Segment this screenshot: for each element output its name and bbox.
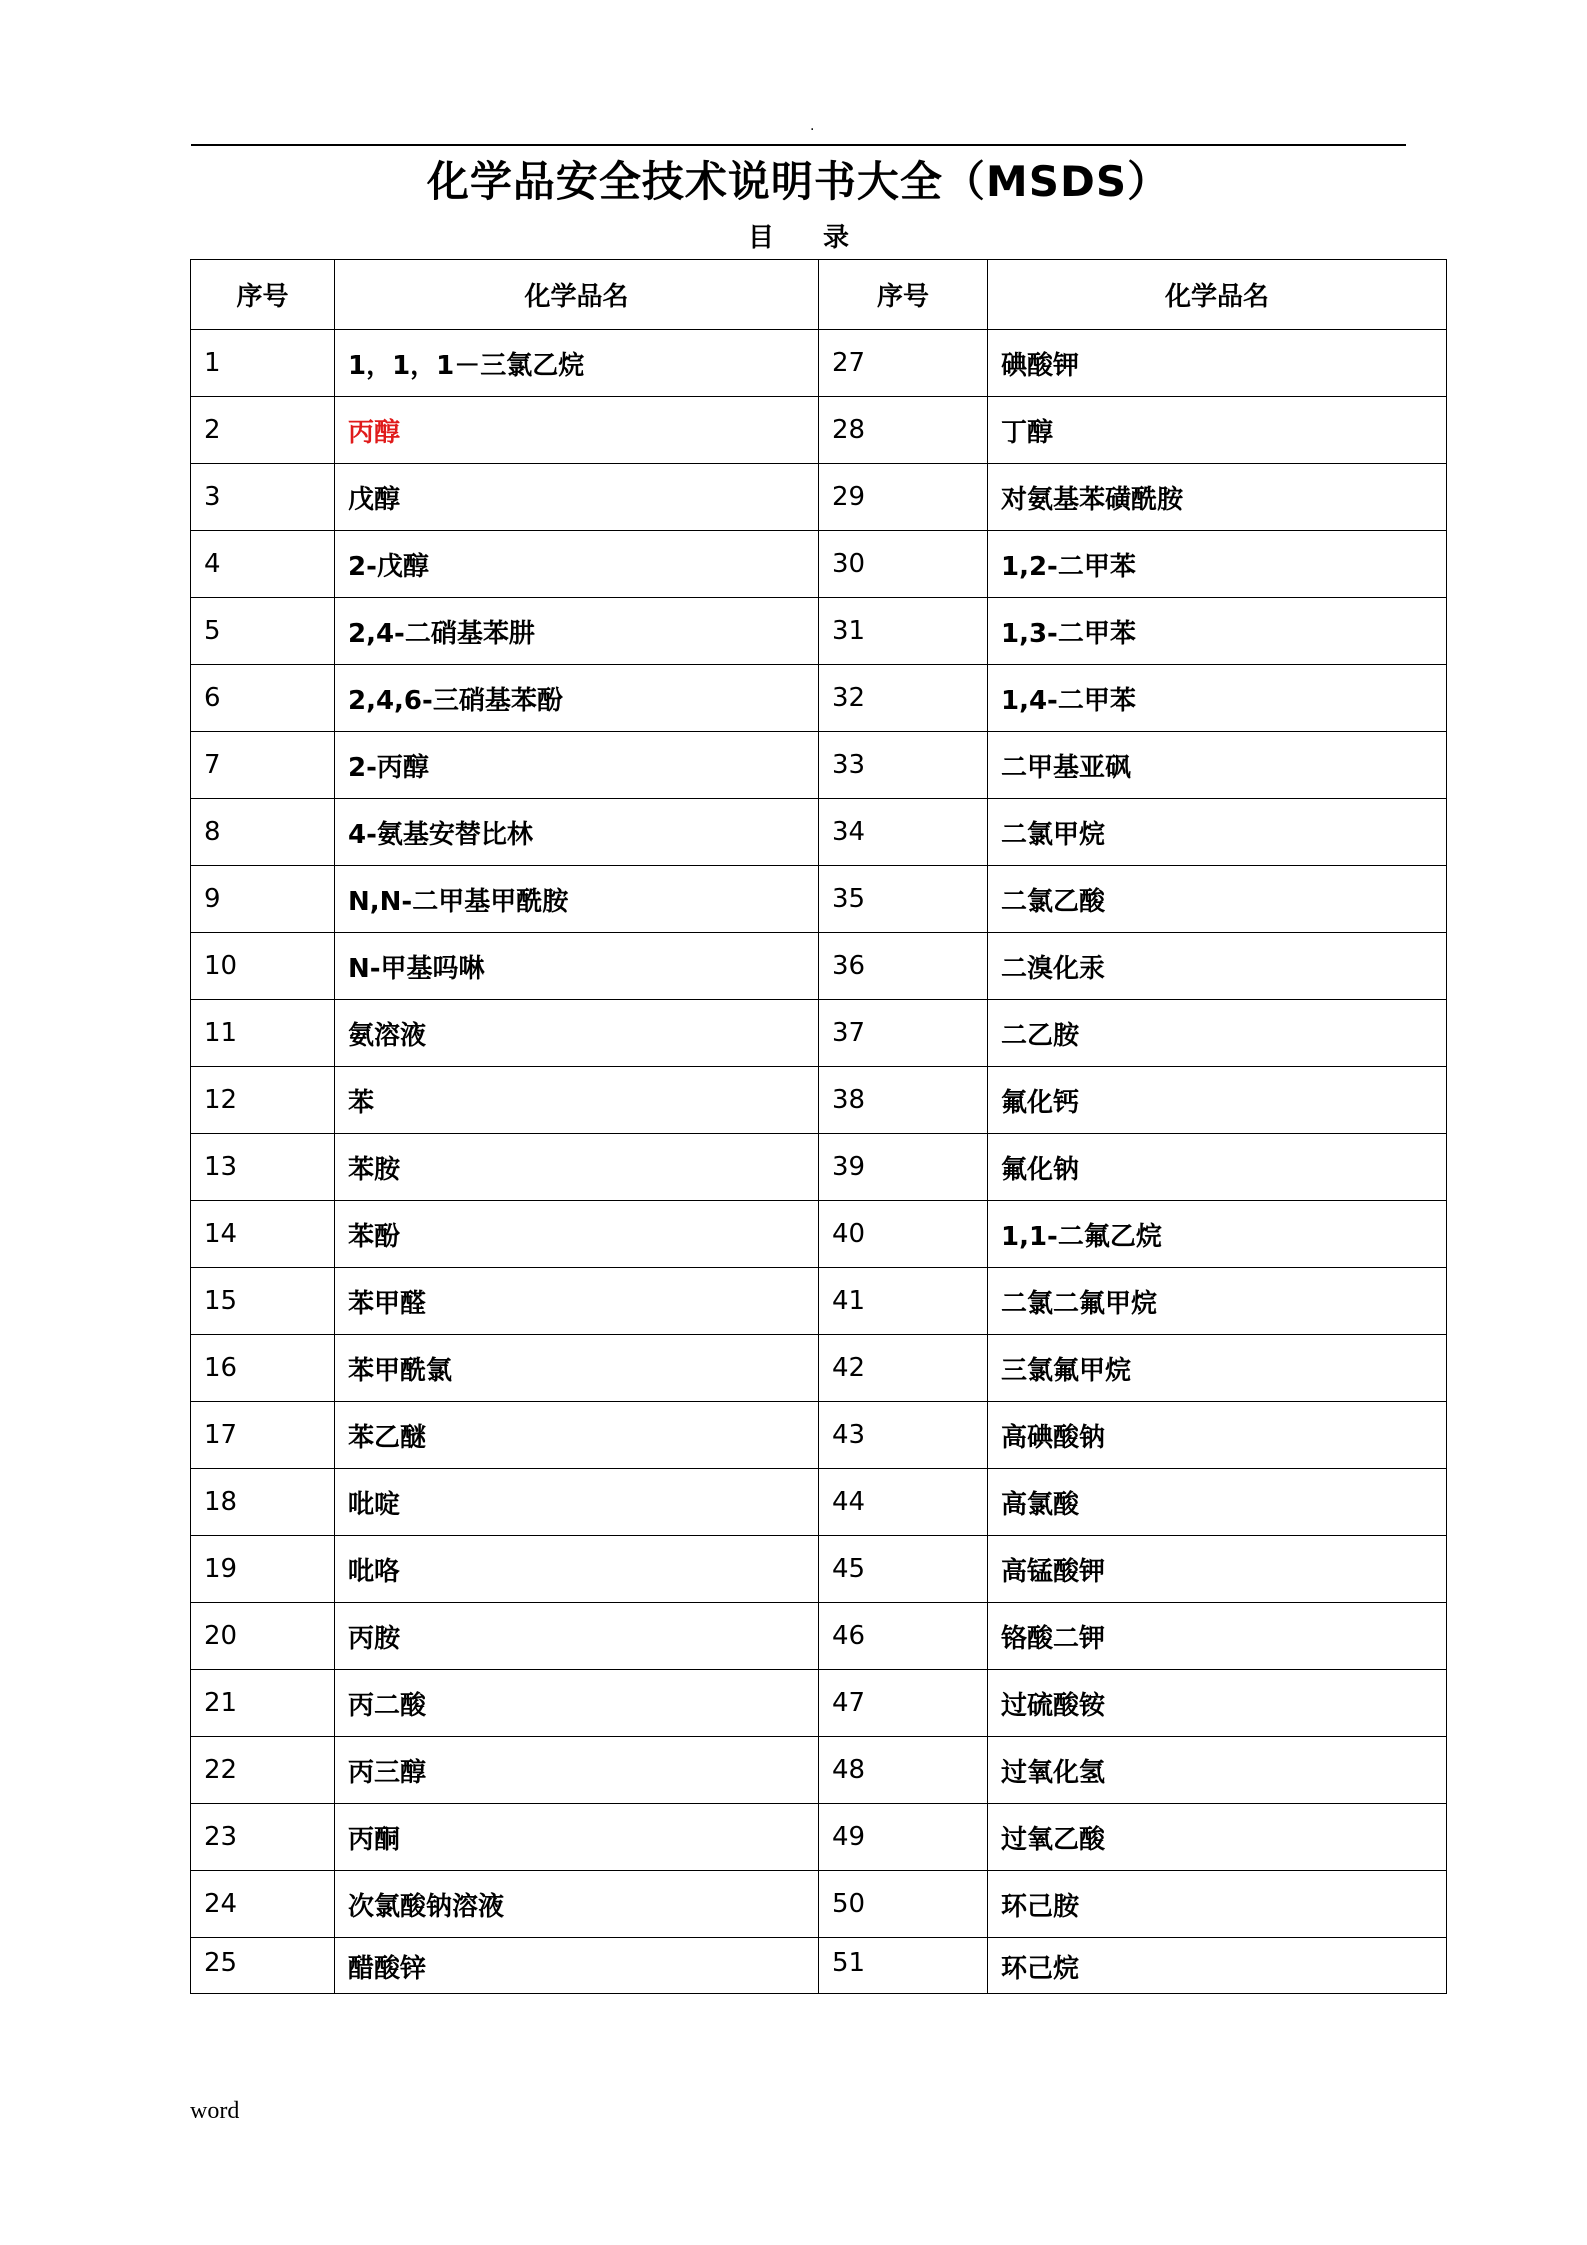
cell-right-name: 1,4-二甲苯: [988, 665, 1447, 732]
cell-left-name: N,N-二甲基甲酰胺: [335, 866, 819, 933]
cell-left-name: 丙醇: [335, 397, 819, 464]
table-row: [191, 1000, 1447, 1067]
cell-left-name: 吡啶: [335, 1469, 819, 1536]
cell-right-number: 39: [819, 1134, 988, 1201]
cell-right-name: 高锰酸钾: [988, 1536, 1447, 1603]
table-row: [191, 1804, 1447, 1871]
cell-left-number: 19: [191, 1536, 335, 1603]
cell-left-number: 1: [191, 330, 335, 397]
table-row: [191, 598, 1447, 665]
column-header-right-number: 序号: [819, 260, 988, 330]
table-row: [191, 1134, 1447, 1201]
cell-left-name: 1，1，1－三氯乙烷: [335, 330, 819, 397]
cell-right-name: 二溴化汞: [988, 933, 1447, 1000]
cell-left-name: 丙三醇: [335, 1737, 819, 1804]
table-row: [191, 799, 1447, 866]
cell-left-number: 9: [191, 866, 335, 933]
cell-right-number: 50: [819, 1871, 988, 1938]
cell-right-name: 过硫酸铵: [988, 1670, 1447, 1737]
cell-left-number: 12: [191, 1067, 335, 1134]
table-row: [191, 732, 1447, 799]
cell-right-number: 27: [819, 330, 988, 397]
cell-left-number: 6: [191, 665, 335, 732]
table-row: [191, 933, 1447, 1000]
table-row: [191, 1268, 1447, 1335]
table-row: [191, 1603, 1447, 1670]
header-rule: [191, 144, 1406, 146]
cell-left-number: 17: [191, 1402, 335, 1469]
cell-right-number: 35: [819, 866, 988, 933]
cell-right-number: 44: [819, 1469, 988, 1536]
cell-right-number: 51: [819, 1938, 988, 1994]
table-row: [191, 1335, 1447, 1402]
cell-right-number: 45: [819, 1536, 988, 1603]
cell-left-name: 苯酚: [335, 1201, 819, 1268]
table-row: [191, 1067, 1447, 1134]
cell-left-number: 2: [191, 397, 335, 464]
cell-right-name: 环己胺: [988, 1871, 1447, 1938]
cell-right-number: 34: [819, 799, 988, 866]
cell-right-name: 对氨基苯磺酰胺: [988, 464, 1447, 531]
cell-right-name: 过氧乙酸: [988, 1804, 1447, 1871]
column-header-left-number: 序号: [191, 260, 335, 330]
table-row: [191, 1201, 1447, 1268]
cell-right-name: 环己烷: [988, 1938, 1447, 1994]
cell-left-number: 13: [191, 1134, 335, 1201]
cell-left-name: 醋酸锌: [335, 1938, 819, 1994]
table-row: [191, 1737, 1447, 1804]
table-row: [191, 1871, 1447, 1938]
cell-left-number: 24: [191, 1871, 335, 1938]
cell-left-name: 次氯酸钠溶液: [335, 1871, 819, 1938]
cell-left-name: 2,4,6-三硝基苯酚: [335, 665, 819, 732]
cell-left-name: 4-氨基安替比林: [335, 799, 819, 866]
cell-right-name: 铬酸二钾: [988, 1603, 1447, 1670]
table-row: [191, 866, 1447, 933]
cell-right-name: 过氧化氢: [988, 1737, 1447, 1804]
cell-right-name: 氟化钠: [988, 1134, 1447, 1201]
cell-right-number: 38: [819, 1067, 988, 1134]
cell-right-number: 47: [819, 1670, 988, 1737]
cell-left-number: 23: [191, 1804, 335, 1871]
cell-right-name: 氟化钙: [988, 1067, 1447, 1134]
cell-right-name: 碘酸钾: [988, 330, 1447, 397]
table-row: [191, 330, 1447, 397]
cell-right-number: 30: [819, 531, 988, 598]
cell-left-name: 苯乙醚: [335, 1402, 819, 1469]
table-row: [191, 1402, 1447, 1469]
toc-table: [190, 259, 1447, 1994]
cell-left-number: 15: [191, 1268, 335, 1335]
cell-left-number: 18: [191, 1469, 335, 1536]
document-title: 化学品安全技术说明书大全（MSDS）: [426, 157, 1171, 206]
cell-right-name: 高碘酸钠: [988, 1402, 1447, 1469]
cell-right-name: 高氯酸: [988, 1469, 1447, 1536]
cell-right-number: 36: [819, 933, 988, 1000]
cell-right-name: 丁醇: [988, 397, 1447, 464]
cell-right-number: 48: [819, 1737, 988, 1804]
cell-right-name: 1,3-二甲苯: [988, 598, 1447, 665]
cell-left-name: 戊醇: [335, 464, 819, 531]
cell-left-name: 2,4-二硝基苯肼: [335, 598, 819, 665]
cell-right-name: 二氯二氟甲烷: [988, 1268, 1447, 1335]
cell-right-name: 1,1-二氟乙烷: [988, 1201, 1447, 1268]
cell-left-number: 7: [191, 732, 335, 799]
cell-right-name: 1,2-二甲苯: [988, 531, 1447, 598]
footer-label: word: [190, 2098, 240, 2124]
table-row: [191, 1938, 1447, 1994]
cell-right-number: 32: [819, 665, 988, 732]
table-row: [191, 665, 1447, 732]
cell-left-name: 苯甲酰氯: [335, 1335, 819, 1402]
cell-left-number: 11: [191, 1000, 335, 1067]
cell-left-number: 16: [191, 1335, 335, 1402]
cell-left-name: 氨溶液: [335, 1000, 819, 1067]
table-row: [191, 464, 1447, 531]
table-row: [191, 1670, 1447, 1737]
cell-right-name: 二氯乙酸: [988, 866, 1447, 933]
cell-left-name: 2-戊醇: [335, 531, 819, 598]
toc-body: [191, 330, 1447, 1994]
cell-right-number: 33: [819, 732, 988, 799]
table-header-row: [191, 260, 1447, 330]
table-row: [191, 397, 1447, 464]
cell-right-number: 46: [819, 1603, 988, 1670]
cell-left-number: 10: [191, 933, 335, 1000]
cell-right-number: 29: [819, 464, 988, 531]
cell-left-name: 2-丙醇: [335, 732, 819, 799]
column-header-right-name: 化学品名: [988, 260, 1447, 330]
cell-left-number: 4: [191, 531, 335, 598]
cell-left-name: 苯: [335, 1067, 819, 1134]
table-row: [191, 1536, 1447, 1603]
cell-right-name: 二氯甲烷: [988, 799, 1447, 866]
cell-right-number: 49: [819, 1804, 988, 1871]
cell-right-name: 二甲基亚砜: [988, 732, 1447, 799]
cell-left-name: 吡咯: [335, 1536, 819, 1603]
cell-left-number: 25: [191, 1938, 335, 1994]
toc-heading: 目 录: [747, 223, 850, 253]
column-header-left-name: 化学品名: [335, 260, 819, 330]
cell-left-number: 20: [191, 1603, 335, 1670]
cell-left-name: 苯胺: [335, 1134, 819, 1201]
cell-left-number: 3: [191, 464, 335, 531]
cell-right-number: 42: [819, 1335, 988, 1402]
cell-left-name: 苯甲醛: [335, 1268, 819, 1335]
cell-left-number: 21: [191, 1670, 335, 1737]
cell-right-number: 37: [819, 1000, 988, 1067]
cell-right-number: 40: [819, 1201, 988, 1268]
table-row: [191, 1469, 1447, 1536]
cell-right-number: 43: [819, 1402, 988, 1469]
cell-left-name: 丙胺: [335, 1603, 819, 1670]
cell-right-number: 41: [819, 1268, 988, 1335]
cell-left-number: 22: [191, 1737, 335, 1804]
cell-right-name: 二乙胺: [988, 1000, 1447, 1067]
cell-left-name: N-甲基吗啉: [335, 933, 819, 1000]
cell-left-number: 8: [191, 799, 335, 866]
cell-left-number: 5: [191, 598, 335, 665]
cell-left-name: 丙二酸: [335, 1670, 819, 1737]
cell-right-name: 三氯氟甲烷: [988, 1335, 1447, 1402]
cell-left-number: 14: [191, 1201, 335, 1268]
cell-left-name: 丙酮: [335, 1804, 819, 1871]
header-dot: .: [810, 118, 815, 134]
table-row: [191, 531, 1447, 598]
cell-right-number: 31: [819, 598, 988, 665]
cell-right-number: 28: [819, 397, 988, 464]
